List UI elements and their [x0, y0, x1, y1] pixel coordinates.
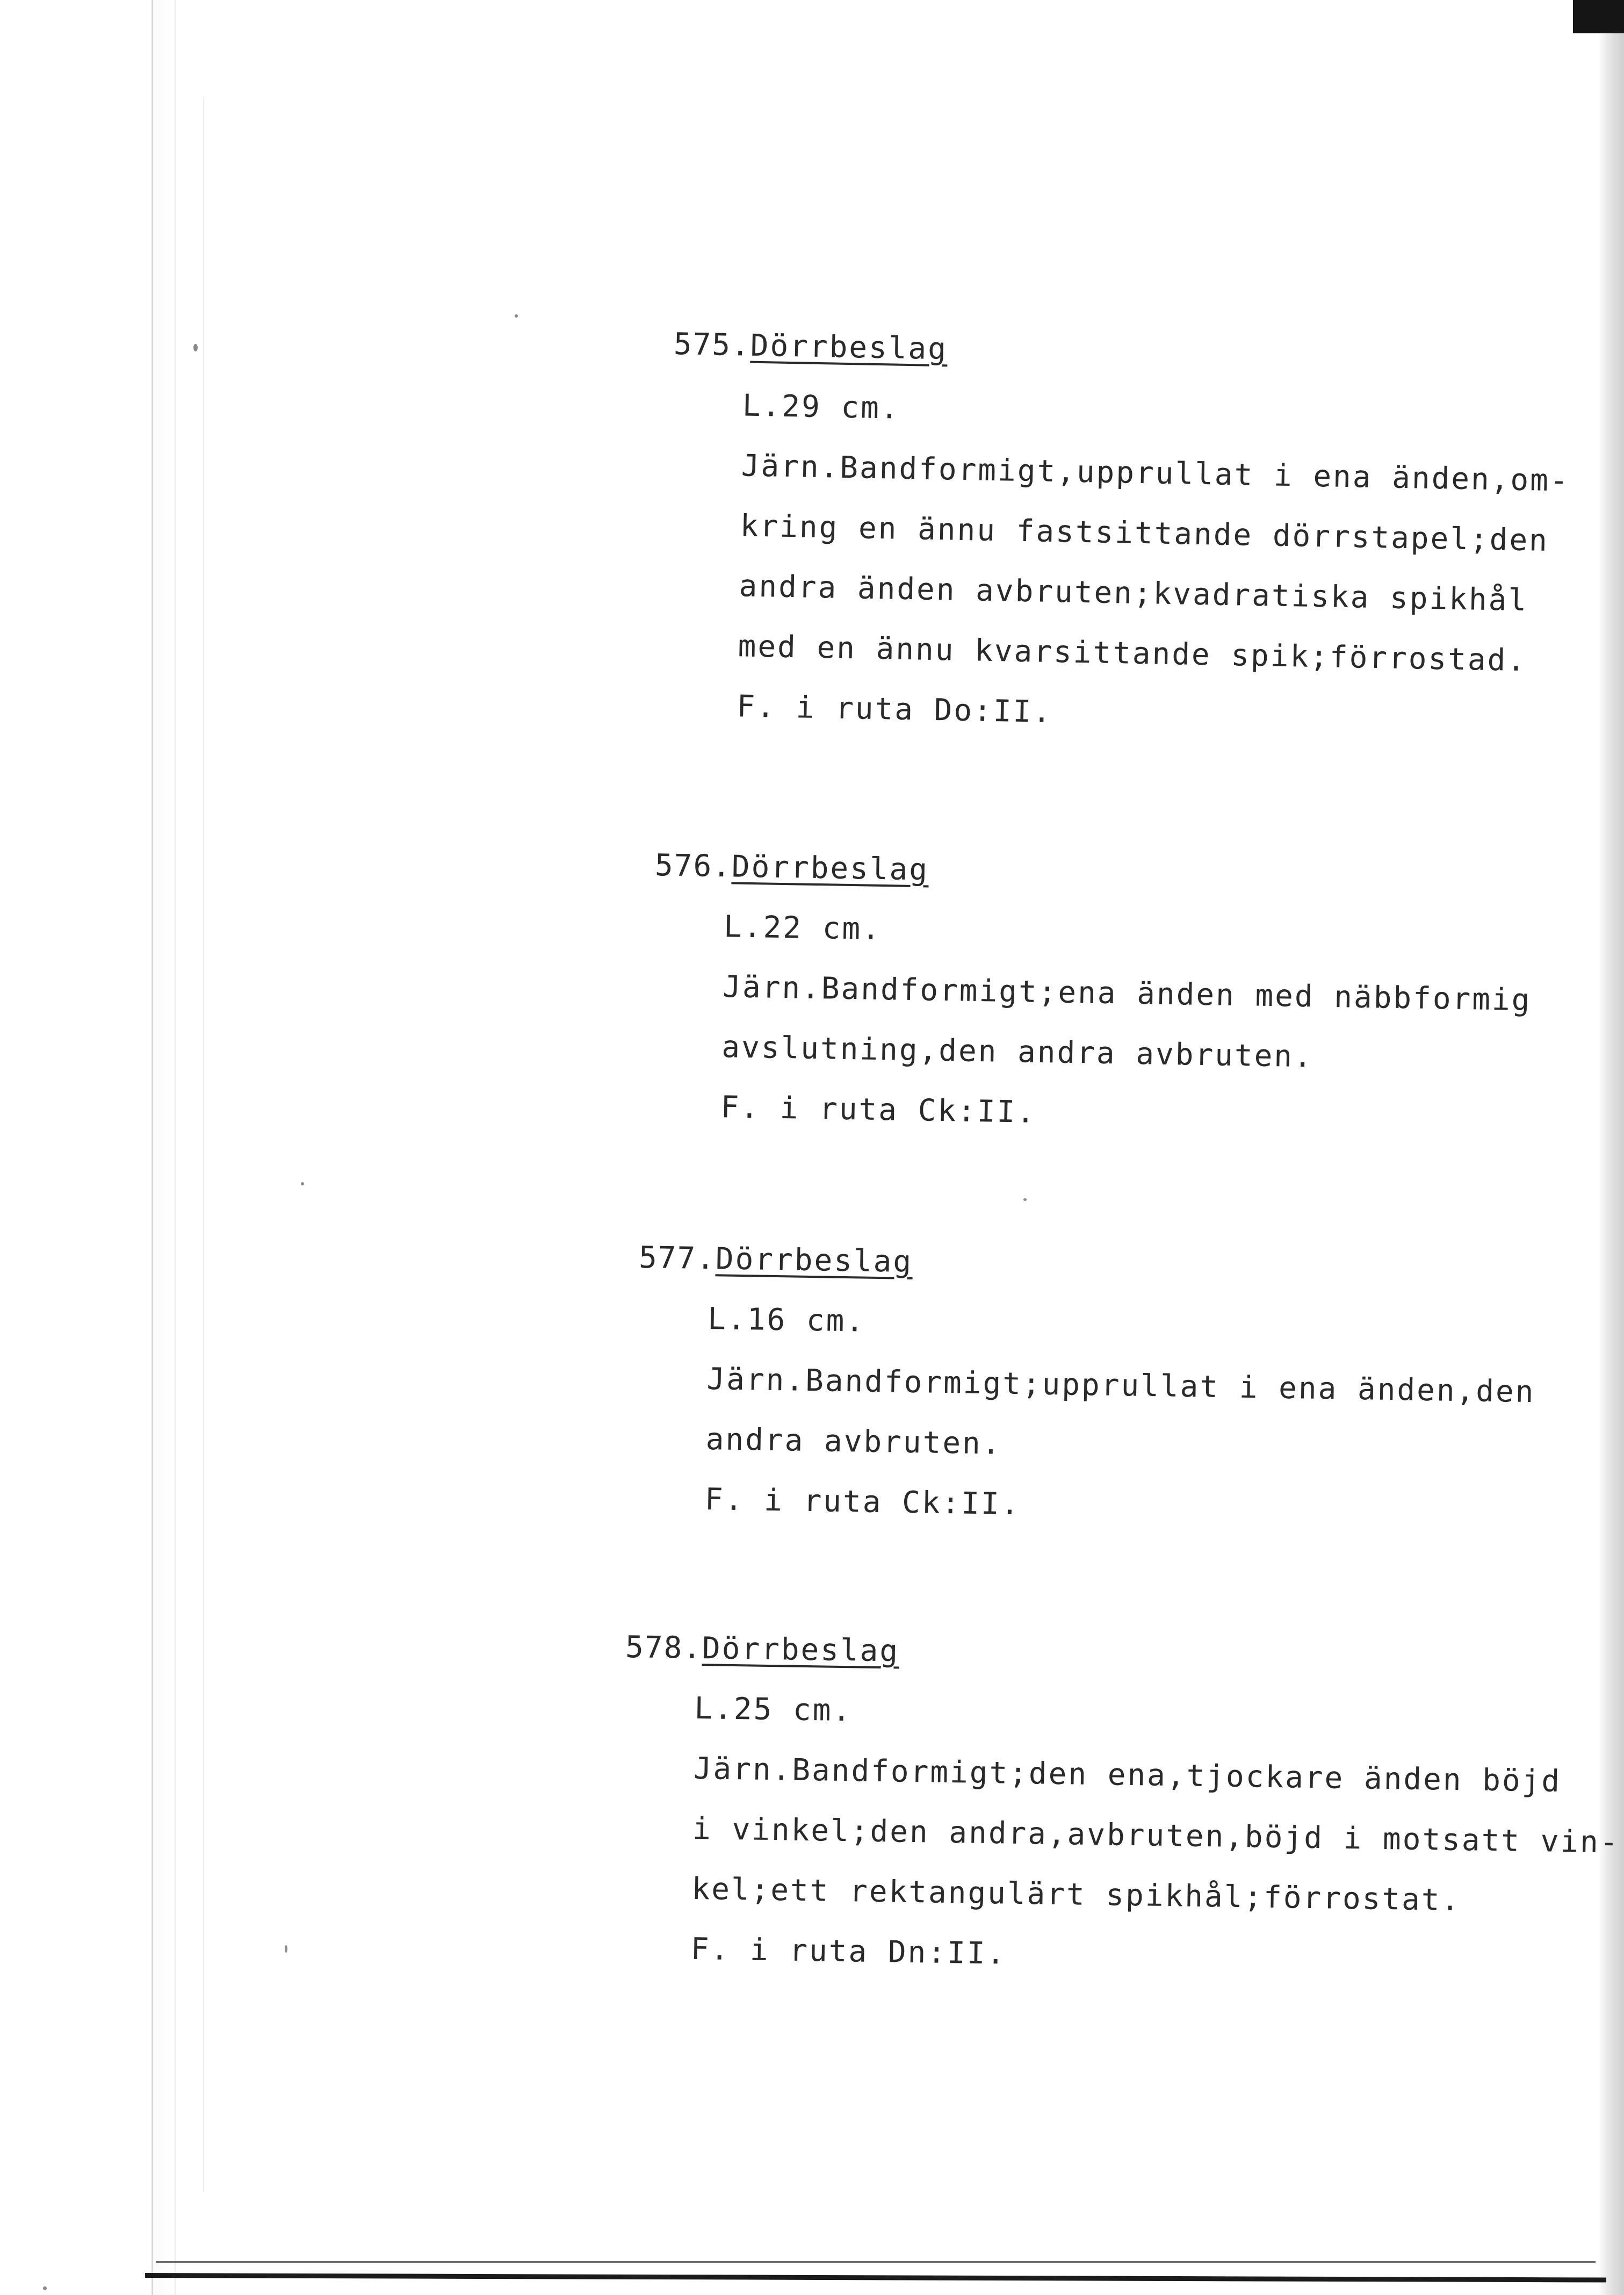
entry-number: 578.	[625, 1629, 703, 1666]
entry-title: Dörrbeslag	[715, 1241, 913, 1279]
entry-find-location: F. i ruta Dn:II.	[690, 1931, 1007, 1972]
entry-description-line: kring en ännu fastsittande dörrstapel;den	[740, 508, 1549, 558]
scan-speck	[515, 314, 518, 318]
entry-number: 576.	[654, 847, 732, 884]
scan-corner-mark	[1573, 0, 1624, 33]
catalogue-entry	[667, 314, 1572, 752]
page-left-edge	[151, 0, 176, 2295]
entry-title: Dörrbeslag	[731, 849, 929, 888]
entry-find-location: F. i ruta Ck:II.	[704, 1481, 1021, 1522]
entry-description-line: avslutning,den andra avbruten.	[721, 1030, 1314, 1075]
entry-body	[634, 1288, 1536, 1543]
page-bottom-rule	[145, 2273, 1606, 2283]
scan-speck	[301, 1182, 304, 1185]
entry-find-location: F. i ruta Do:II.	[737, 689, 1053, 730]
entry-title: Dörrbeslag	[750, 328, 948, 367]
entry-description-line: andra avbruten.	[705, 1421, 1002, 1462]
page-bottom-edge	[156, 2261, 1596, 2263]
entry-body	[620, 1678, 1622, 1993]
entry-title: Dörrbeslag	[702, 1631, 900, 1669]
entry-body	[667, 375, 1571, 752]
entry-body	[651, 896, 1533, 1151]
entry-length: L.29 cm.	[742, 388, 901, 426]
entry-description-line: kel;ett rektangulärt spikhål;förrostat.	[691, 1871, 1461, 1918]
entry-description-line: i vinkel;den andra,avbruten,böjd i motsatt vin-	[692, 1811, 1620, 1860]
scan-speck	[193, 344, 198, 351]
entry-length: L.16 cm.	[707, 1301, 866, 1339]
entry-description-line: andra änden avbruten;kvadratiska spikhål	[739, 569, 1528, 618]
catalogue-entry	[651, 836, 1534, 1151]
entry-description-line: Järn.Bandformigt,upprullat i ena änden,om-	[741, 448, 1570, 499]
entry-description-line: Järn.Bandformigt;ena änden med näbbformig	[722, 969, 1532, 1018]
catalogue-entry	[634, 1228, 1538, 1543]
page-binding-line	[203, 97, 204, 2192]
scan-speck	[285, 1945, 287, 1953]
entry-number: 577.	[638, 1240, 716, 1277]
entry-length: L.25 cm.	[694, 1690, 853, 1729]
entry-description-line: Järn.Bandformigt;upprullat i ena änden,den	[706, 1362, 1535, 1410]
catalogue-entry	[620, 1617, 1622, 1993]
scan-speck	[1023, 1198, 1027, 1201]
entry-description-line: Järn.Bandformigt;den ena,tjockare änden böjd	[693, 1751, 1562, 1799]
entry-length: L.22 cm.	[723, 909, 882, 947]
scan-speck	[43, 2286, 47, 2290]
entry-number: 575.	[673, 326, 751, 363]
entry-find-location: F. i ruta Ck:II.	[720, 1090, 1037, 1130]
entry-description-line: med en ännu kvarsittande spik;förrostad.	[738, 629, 1527, 679]
